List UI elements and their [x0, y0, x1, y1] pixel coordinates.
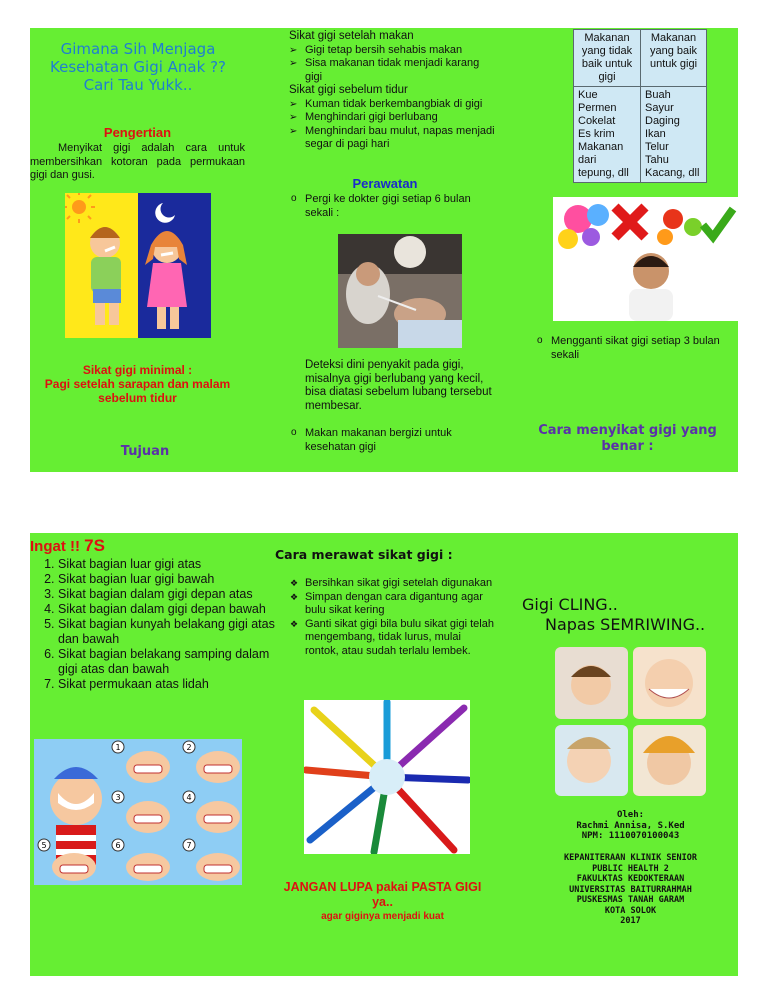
step-number-label: 6 [115, 841, 121, 850]
list-item: o Makan makanan bergizi untuk kesehatan gigi [289, 427, 494, 454]
perawatan-heading: Perawatan [352, 176, 418, 191]
list-item: Sayur [645, 102, 674, 114]
list-item: 5. Sikat bagian kunyah belakang gigi atas dan bawah [58, 617, 278, 647]
list-item: o Mengganti sikat gigi setiap 3 bulan sekali [535, 335, 735, 362]
brushing-steps-cartoon [34, 739, 242, 885]
before-sleep-heading: Sikat gigi sebelum tidur [289, 84, 408, 96]
food-table-header: Makanan yang tidak baik untuk gigi [574, 30, 641, 87]
list-item: Es krim [578, 128, 615, 140]
list-item: ➢ Sisa makanan tidak menjadi karang gigi [289, 57, 499, 84]
list-item: ❖ Bersihkan sikat gigi setelah digunakan [289, 577, 494, 591]
list-item: Cokelat [578, 115, 616, 127]
list-item: ➢ Menghindari bau mulut, napas menjadi segar di pagi hari [289, 125, 499, 152]
toothbrushes-photo [304, 700, 470, 854]
list-item: 3. Sikat bagian dalam gigi depan atas [58, 587, 278, 602]
ingat-heading [30, 536, 105, 556]
list-item: Permen [578, 102, 617, 114]
step-number-label: 5 [41, 841, 47, 850]
institution-line: PUBLIC HEALTH 2 [592, 863, 669, 874]
list-item: ❖ Simpan dengan cara digantung agar bulu sikat kering [289, 591, 494, 618]
author-name: Rachmi Annisa, S.Ked [576, 820, 685, 831]
list-item: ❖ Ganti sikat gigi bila bulu sikat gigi telah mengembang, tidak lurus, mulai rontok, atau sudah terlalu lembek. [289, 618, 494, 659]
list-item: ➢ Gigi tetap bersih sehabis makan [289, 44, 499, 58]
institution-line: KOTA SOLOK [604, 905, 657, 916]
author-credits [553, 810, 708, 842]
minimal-schedule: Pagi setelah sarapan dan malam sebelum tidur [44, 377, 231, 405]
list-item: 7. Sikat permukaan atas lidah [58, 677, 278, 692]
step-number-label: 4 [186, 793, 192, 802]
tujuan-heading: Tujuan [120, 444, 170, 459]
list-item: Buah [645, 89, 671, 101]
nutrition-list [289, 427, 494, 454]
toothpaste-reminder: JANGAN LUPA pakai PASTA GIGI ya.. [283, 880, 482, 909]
list-item: Daging [645, 115, 680, 127]
food-table-header: Makanan yang baik untuk gigi [641, 30, 707, 87]
children-brushing-image [65, 193, 211, 338]
list-item: Kue [578, 89, 598, 101]
bad-foods-cell [574, 87, 641, 183]
institution-line: FAKULKTAS KEDOKTERAAN [576, 874, 685, 884]
institution-line: KEPANITERAAN KLINIK SENIOR [563, 853, 698, 863]
after-meal-section [289, 30, 499, 152]
ingat-number: 7S [84, 536, 105, 555]
perawatan-list [289, 193, 494, 220]
list-item: Makanan dari tepung, dll [578, 141, 629, 179]
author-npm: NPM: 1110070100043 [581, 831, 680, 841]
list-item: Kacang, dll [645, 167, 700, 179]
cara-merawat-heading: Cara merawat sikat gigi : [275, 547, 453, 562]
list-item: Tahu [645, 154, 669, 166]
after-meal-heading: Sikat gigi setelah makan [289, 30, 414, 42]
step-number-label: 3 [115, 793, 121, 802]
after-meal-list [289, 44, 499, 85]
healthy-food-image [553, 197, 738, 321]
list-item: o Pergi ke dokter gigi setiap 6 bulan sekali : [289, 193, 494, 220]
replace-brush-list [535, 335, 735, 362]
minimal-heading: Sikat gigi minimal : [82, 363, 193, 377]
cara-menyikat-heading: Cara menyikat gigi yang benar : [538, 423, 717, 454]
pengertian-text: Menyikat gigi adalah cara untuk membersihkan kotoran pada permukaan gigi dan gusi. [30, 142, 245, 181]
slogan-line-1: Gigi CLING.. [522, 595, 618, 614]
slogan-line-2: Napas SEMRIWING.. [545, 615, 706, 634]
step-number-label: 7 [186, 841, 192, 850]
deteksi-text: Deteksi dini penyakit pada gigi, misalnya gigi berlubang yang kecil, bisa diatasi sebelum lubang tersebut membesar. [305, 359, 492, 412]
list-item: 4. Sikat bagian dalam gigi depan bawah [58, 602, 278, 617]
list-item: 6. Sikat bagian belakang samping dalam gigi atas dan bawah [58, 647, 278, 677]
list-item: 2. Sikat bagian luar gigi bawah [58, 572, 278, 587]
smiling-children-collage [553, 645, 708, 798]
institution-line: PUSKESMAS TANAH GARAM [576, 895, 685, 905]
pengertian-heading: Pengertian [103, 125, 172, 140]
brushing-steps-list [30, 557, 278, 692]
credits-label: Oleh: [616, 810, 645, 820]
brochure-title: Gimana Sih Menjaga Kesehatan Gigi Anak ?? Cari Tau Yukk.. [50, 40, 226, 94]
ingat-label: Ingat !! [30, 538, 80, 555]
good-foods-cell [641, 87, 707, 183]
step-number-label: 2 [186, 743, 192, 752]
before-sleep-list [289, 98, 499, 152]
list-item: Telur [645, 141, 669, 153]
list-item: 1. Sikat bagian luar gigi atas [58, 557, 278, 572]
brush-care-list [289, 577, 494, 658]
food-table [573, 29, 707, 183]
list-item: ➢ Menghindari gigi berlubang [289, 111, 499, 125]
institution-line: UNIVERSITAS BAITURRAHMAH [569, 884, 692, 895]
institution-year: 2017 [620, 916, 641, 926]
institution-info [548, 853, 713, 927]
list-item: Ikan [645, 128, 666, 140]
step-number-label: 1 [115, 743, 121, 752]
list-item: ➢ Kuman tidak berkembangbiak di gigi [289, 98, 499, 112]
dentist-photo [338, 234, 462, 348]
toothpaste-reason: agar giginya menjadi kuat [321, 911, 444, 922]
